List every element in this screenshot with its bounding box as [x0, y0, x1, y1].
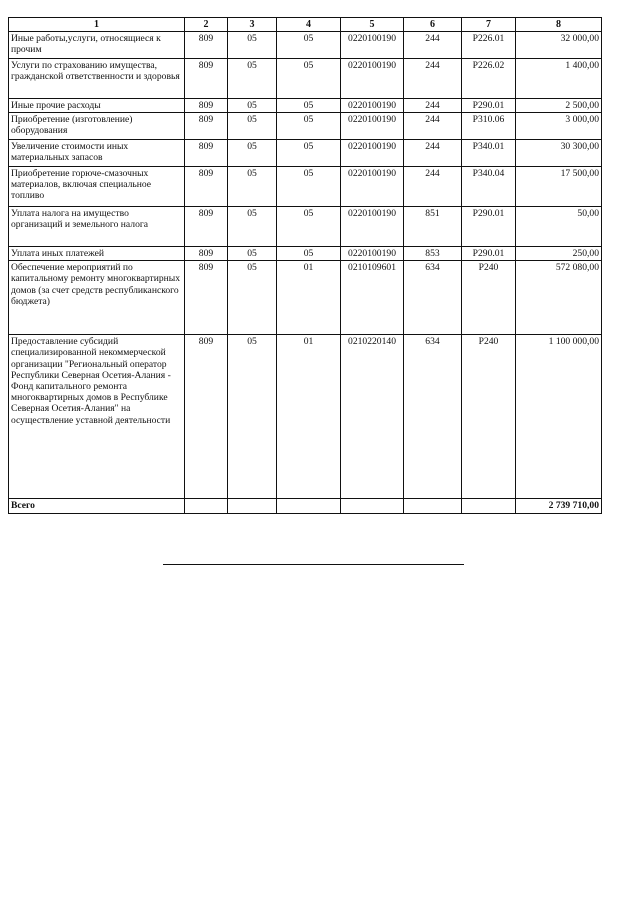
row-subsection: 05 — [277, 139, 341, 166]
table-row — [9, 166, 602, 206]
row-code: 809 — [185, 31, 228, 58]
row-target: 0220100190 — [341, 166, 404, 206]
row-kosgu: Р340.04 — [462, 166, 516, 206]
row-name: Уплата налога на имущество организаций и земельного налога — [9, 206, 185, 246]
row-type: 634 — [404, 335, 462, 499]
row-subsection: 05 — [277, 166, 341, 206]
row-type: 244 — [404, 139, 462, 166]
row-section: 05 — [228, 335, 277, 499]
row-name: Увеличение стоимости иных материальных запасов — [9, 139, 185, 166]
row-amount: 32 000,00 — [516, 31, 602, 58]
row-subsection: 01 — [277, 261, 341, 335]
row-section: 05 — [228, 112, 277, 139]
row-name: Приобретение горюче-смазочных материалов, включая специальное топливо — [9, 166, 185, 206]
row-target: 0220100190 — [341, 31, 404, 58]
row-section: 05 — [228, 58, 277, 98]
row-name: Иные прочие расходы — [9, 98, 185, 112]
table-row — [9, 31, 602, 58]
row-target: 0220100190 — [341, 58, 404, 98]
row-type: 244 — [404, 58, 462, 98]
row-target: 0220100190 — [341, 112, 404, 139]
row-code: 809 — [185, 261, 228, 335]
row-amount: 50,00 — [516, 206, 602, 246]
table-row — [9, 98, 602, 112]
row-type: 244 — [404, 98, 462, 112]
row-type: 244 — [404, 31, 462, 58]
row-amount: 1 400,00 — [516, 58, 602, 98]
row-section: 05 — [228, 98, 277, 112]
row-name: Обеспечение мероприятий по капитальному ремонту многоквартирных домов (за счет средств республиканского бюджета) — [9, 261, 185, 335]
row-type: 853 — [404, 246, 462, 260]
row-name: Иные работы,услуги, относящиеся к прочим — [9, 31, 185, 58]
header-col-4: 4 — [277, 18, 341, 32]
row-type: 244 — [404, 166, 462, 206]
row-amount: 2 500,00 — [516, 98, 602, 112]
signature-line — [163, 564, 464, 565]
total-empty-cell — [404, 499, 462, 514]
row-name: Уплата иных платежей — [9, 246, 185, 260]
row-code: 809 — [185, 246, 228, 260]
row-target: 0220100190 — [341, 139, 404, 166]
row-kosgu: Р240 — [462, 335, 516, 499]
row-name: Приобретение (изготовление) оборудования — [9, 112, 185, 139]
row-name: Предоставление субсидий специализированной некоммерческой организации "Региональный оператор Республики Северная Осетия-Алания - Фонд капитального ремонта многоквартирных домов в Республике Северная Осетия-Алания" на осуществление уставной деятельности — [9, 335, 185, 499]
total-empty-cell — [462, 499, 516, 514]
row-kosgu: Р226.01 — [462, 31, 516, 58]
row-subsection: 05 — [277, 31, 341, 58]
row-subsection: 05 — [277, 98, 341, 112]
table-row — [9, 112, 602, 139]
row-subsection: 01 — [277, 335, 341, 499]
row-target: 0210109601 — [341, 261, 404, 335]
row-code: 809 — [185, 139, 228, 166]
table-row — [9, 206, 602, 246]
row-subsection: 05 — [277, 246, 341, 260]
table-row — [9, 246, 602, 260]
header-col-2: 2 — [185, 18, 228, 32]
table-row — [9, 335, 602, 499]
row-code: 809 — [185, 335, 228, 499]
table-row — [9, 139, 602, 166]
total-empty-cell — [277, 499, 341, 514]
row-name: Услуги по страхованию имущества, гражданской ответственности и здоровья — [9, 58, 185, 98]
row-type: 634 — [404, 261, 462, 335]
row-amount: 3 000,00 — [516, 112, 602, 139]
row-kosgu: Р310.06 — [462, 112, 516, 139]
row-target: 0220100190 — [341, 98, 404, 112]
row-type: 851 — [404, 206, 462, 246]
total-label: Всего — [9, 499, 185, 514]
row-type: 244 — [404, 112, 462, 139]
header-col-8: 8 — [516, 18, 602, 32]
row-kosgu: Р290.01 — [462, 98, 516, 112]
row-amount: 572 080,00 — [516, 261, 602, 335]
row-kosgu: Р290.01 — [462, 246, 516, 260]
header-col-5: 5 — [341, 18, 404, 32]
row-section: 05 — [228, 246, 277, 260]
row-section: 05 — [228, 206, 277, 246]
row-code: 809 — [185, 112, 228, 139]
total-empty-cell — [228, 499, 277, 514]
header-row — [9, 18, 602, 32]
row-subsection: 05 — [277, 206, 341, 246]
row-kosgu: Р340.01 — [462, 139, 516, 166]
row-code: 809 — [185, 58, 228, 98]
row-code: 809 — [185, 98, 228, 112]
row-kosgu: Р226.02 — [462, 58, 516, 98]
row-subsection: 05 — [277, 112, 341, 139]
header-col-3: 3 — [228, 18, 277, 32]
row-kosgu: Р240 — [462, 261, 516, 335]
row-section: 05 — [228, 31, 277, 58]
header-col-1: 1 — [9, 18, 185, 32]
row-amount: 17 500,00 — [516, 166, 602, 206]
row-subsection: 05 — [277, 58, 341, 98]
row-amount: 250,00 — [516, 246, 602, 260]
row-code: 809 — [185, 206, 228, 246]
row-target: 0220100190 — [341, 206, 404, 246]
total-row — [9, 499, 602, 514]
row-target: 0210220140 — [341, 335, 404, 499]
total-empty-cell — [341, 499, 404, 514]
row-kosgu: Р290.01 — [462, 206, 516, 246]
table-row — [9, 58, 602, 98]
header-col-6: 6 — [404, 18, 462, 32]
row-amount: 1 100 000,00 — [516, 335, 602, 499]
table-row — [9, 261, 602, 335]
row-section: 05 — [228, 261, 277, 335]
row-section: 05 — [228, 139, 277, 166]
header-col-7: 7 — [462, 18, 516, 32]
row-target: 0220100190 — [341, 246, 404, 260]
row-section: 05 — [228, 166, 277, 206]
total-amount: 2 739 710,00 — [516, 499, 602, 514]
total-empty-cell — [185, 499, 228, 514]
row-code: 809 — [185, 166, 228, 206]
budget-table — [8, 17, 602, 514]
row-amount: 30 300,00 — [516, 139, 602, 166]
